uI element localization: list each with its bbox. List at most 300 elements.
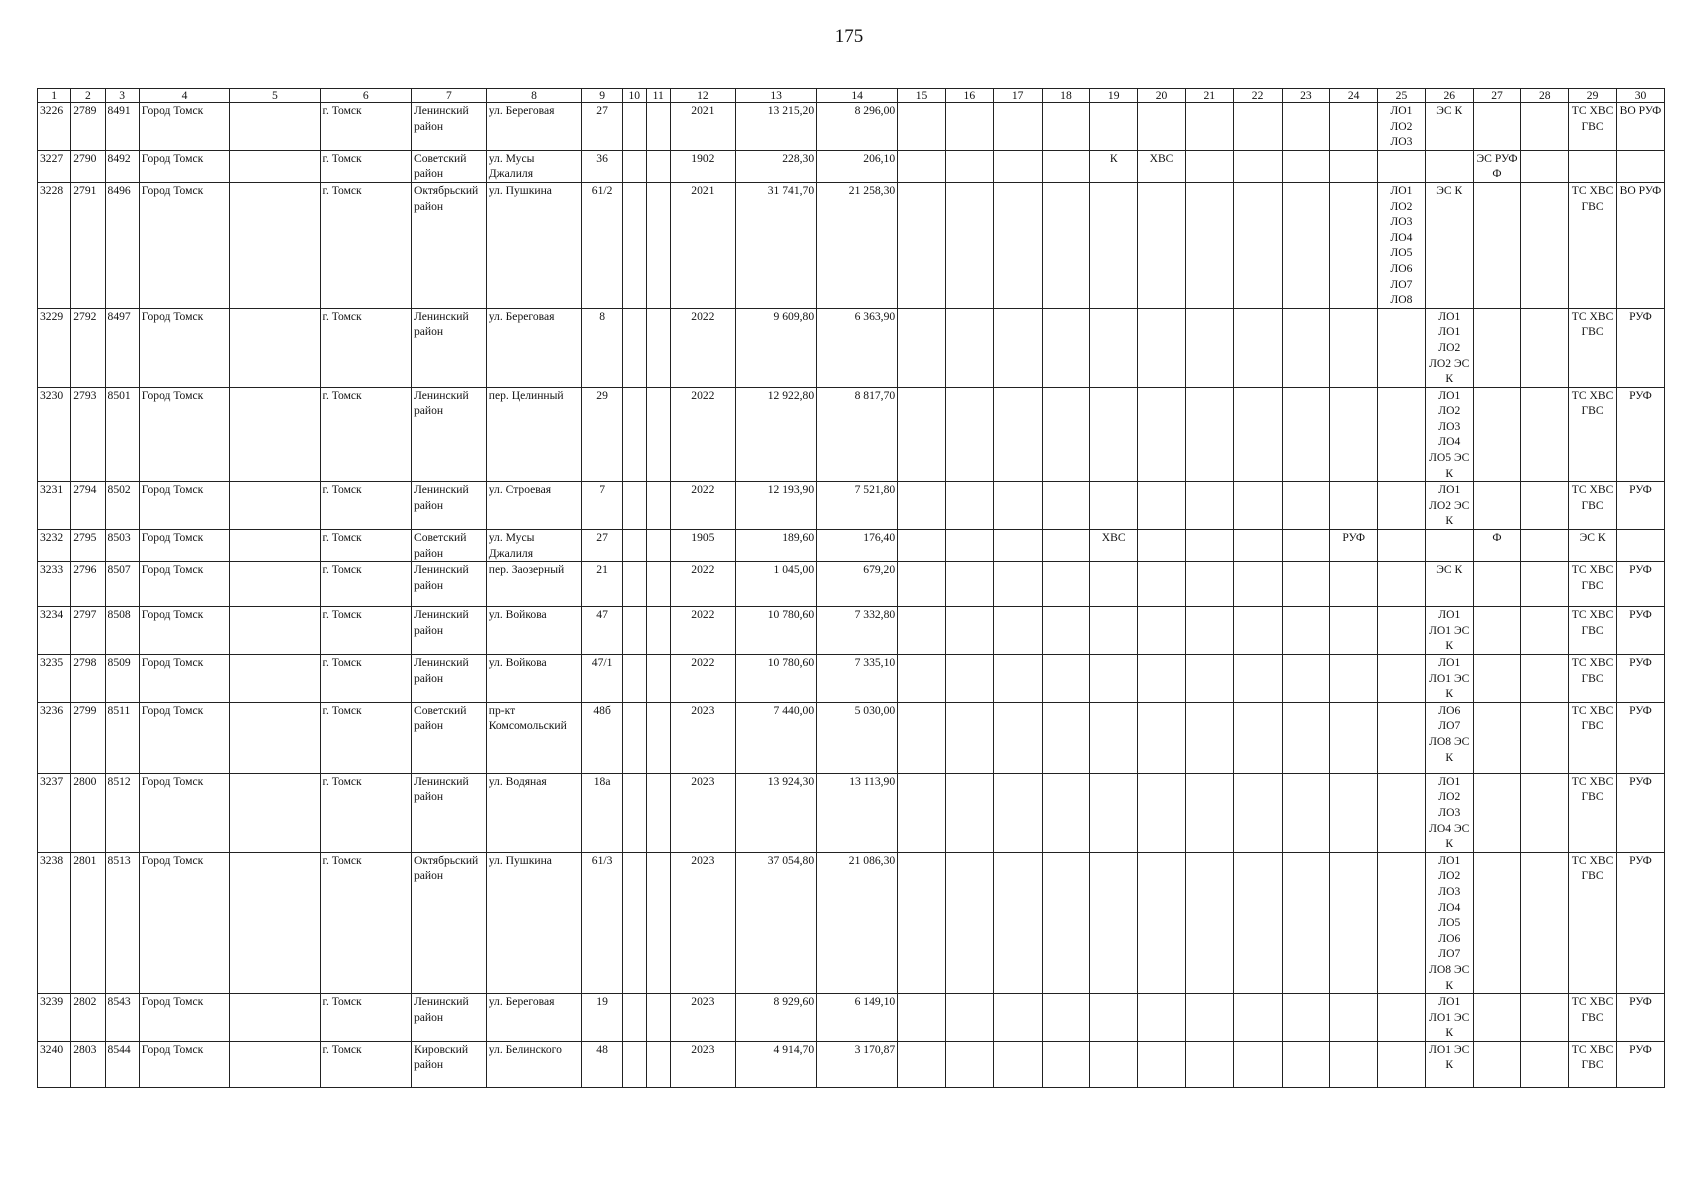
table-cell: 3226 [38,103,71,151]
table-cell [1378,562,1426,607]
table-cell [1330,308,1378,387]
table-cell [646,852,670,993]
table-cell [1473,308,1521,387]
table-cell [622,994,646,1042]
table-cell: 8511 [105,702,139,773]
table-cell [1282,852,1330,993]
table-cell [1185,387,1233,482]
table-body [38,103,1665,1088]
table-cell: Город Томск [139,150,229,182]
table-cell: пер. Целинный [486,387,582,482]
table-cell [646,773,670,852]
table-cell [898,482,946,530]
column-header: 20 [1138,89,1186,103]
table-cell [646,562,670,607]
table-cell [1378,1041,1426,1087]
table-cell [230,182,320,308]
table-cell: 13 924,30 [736,773,817,852]
column-header: 14 [817,89,898,103]
table-cell [646,387,670,482]
table-cell [945,308,993,387]
table-cell: г. Томск [320,482,411,530]
table-cell [1330,387,1378,482]
table-cell: РУФ [1616,655,1664,703]
column-header: 25 [1378,89,1426,103]
table-cell [1473,607,1521,655]
table-cell [1282,103,1330,151]
table-cell [1138,482,1186,530]
table-cell [1090,103,1138,151]
table-cell: РУФ [1616,1041,1664,1087]
table-cell: Город Томск [139,182,229,308]
table-cell [230,150,320,182]
table-cell [1521,773,1569,852]
table-cell: 2800 [71,773,105,852]
table-cell [993,1041,1042,1087]
table-cell [1138,308,1186,387]
table-cell: 8503 [105,530,139,562]
table-cell: 2802 [71,994,105,1042]
table-cell: 3235 [38,655,71,703]
table-cell: Октябрьский район [411,852,486,993]
table-cell: 8508 [105,607,139,655]
table-cell [898,773,946,852]
table-cell [993,994,1042,1042]
table-cell [1042,182,1090,308]
table-cell: ул. Войкова [486,607,582,655]
table-cell [945,702,993,773]
table-cell: 48 [582,1041,623,1087]
table-cell: 3238 [38,852,71,993]
table-cell: 48б [582,702,623,773]
table-cell: РУФ [1616,562,1664,607]
table-cell: 8512 [105,773,139,852]
table-cell [945,1041,993,1087]
table-cell: 8496 [105,182,139,308]
table-cell [646,702,670,773]
table-cell: Ленинский район [411,994,486,1042]
table-cell [1090,482,1138,530]
table-cell [1330,482,1378,530]
table-cell: ЛО6 ЛО7 ЛО8 ЭС К [1425,702,1473,773]
table-cell: ЛО1 ЛО1 ЭС К [1425,994,1473,1042]
table-cell: Ленинский район [411,773,486,852]
table-cell [1233,308,1282,387]
table-cell [646,530,670,562]
table-cell: 5 030,00 [817,702,898,773]
table-cell [1233,150,1282,182]
table-cell [1233,607,1282,655]
table-cell [1473,994,1521,1042]
table-row [38,1041,1665,1087]
table-cell [1042,308,1090,387]
table-cell [993,852,1042,993]
table-cell [1521,655,1569,703]
table-cell: 176,40 [817,530,898,562]
column-header: 4 [139,89,229,103]
table-cell: 2023 [670,773,735,852]
table-cell: Город Томск [139,852,229,993]
table-cell: ул. Белинского [486,1041,582,1087]
table-cell: 679,20 [817,562,898,607]
table-cell: 2021 [670,182,735,308]
table-cell [230,308,320,387]
table-cell [646,182,670,308]
table-cell: 3234 [38,607,71,655]
table-cell [1521,607,1569,655]
table-cell: 7 [582,482,623,530]
table-cell [1138,773,1186,852]
table-cell [1090,1041,1138,1087]
column-header: 3 [105,89,139,103]
table-cell: ТС ХВС ГВС [1569,387,1617,482]
table-cell [646,994,670,1042]
table-cell: 21 258,30 [817,182,898,308]
table-cell [1378,150,1426,182]
table-cell [945,150,993,182]
table-cell: РУФ [1616,773,1664,852]
table-cell: ЭС РУФ Ф [1473,150,1521,182]
table-cell [1282,482,1330,530]
table-cell [898,530,946,562]
table-row [38,994,1665,1042]
table-cell [1282,308,1330,387]
table-cell [1042,103,1090,151]
table-cell [1138,562,1186,607]
table-row [38,852,1665,993]
table-cell: ЛО1 ЛО2 ЛО3 ЛО4 ЭС К [1425,773,1473,852]
table-cell [646,482,670,530]
table-cell [230,773,320,852]
table-cell: 8513 [105,852,139,993]
table-cell: 8497 [105,308,139,387]
table-cell: 9 609,80 [736,308,817,387]
table-cell: ЛО1 ЛО1 ЛО2 ЛО2 ЭС К [1425,308,1473,387]
table-cell: ТС ХВС ГВС [1569,702,1617,773]
table-cell: 47/1 [582,655,623,703]
table-cell [898,607,946,655]
table-cell [1090,655,1138,703]
table-cell: Ленинский район [411,655,486,703]
table-cell: 12 922,80 [736,387,817,482]
table-cell: ул. Береговая [486,308,582,387]
column-header: 9 [582,89,623,103]
table-row [38,482,1665,530]
table-row [38,562,1665,607]
column-header: 16 [945,89,993,103]
table-cell: 3231 [38,482,71,530]
table-row [38,103,1665,151]
table-cell: 6 149,10 [817,994,898,1042]
table-cell [622,1041,646,1087]
table-cell: 21 [582,562,623,607]
table-cell: Город Томск [139,530,229,562]
table-cell [622,308,646,387]
table-cell: Город Томск [139,607,229,655]
table-cell: Советский район [411,530,486,562]
table-cell [646,308,670,387]
table-cell [622,562,646,607]
table-cell [945,773,993,852]
table-cell: 8543 [105,994,139,1042]
table-cell [1330,103,1378,151]
table-cell: 8492 [105,150,139,182]
table-cell [1185,182,1233,308]
table-cell: 8 [582,308,623,387]
table-cell [1090,182,1138,308]
table-cell [898,150,946,182]
table-cell: ТС ХВС ГВС [1569,103,1617,151]
table-cell [1090,562,1138,607]
table-cell: 206,10 [817,150,898,182]
table-cell [1521,994,1569,1042]
table-cell [1090,994,1138,1042]
table-cell: 13 215,20 [736,103,817,151]
table-cell [1042,387,1090,482]
table-cell [230,387,320,482]
table-cell: 2022 [670,482,735,530]
table-cell [622,150,646,182]
table-cell: ул. Береговая [486,994,582,1042]
table-cell: 2023 [670,852,735,993]
table-cell [1138,1041,1186,1087]
table-cell: 37 054,80 [736,852,817,993]
table-cell [1473,655,1521,703]
table-cell: ХВС [1138,150,1186,182]
table-cell [230,103,320,151]
table-cell: Ф [1473,530,1521,562]
table-cell [1233,1041,1282,1087]
table-cell: 8509 [105,655,139,703]
table-cell [1233,182,1282,308]
table-cell [1233,702,1282,773]
table-cell: 10 780,60 [736,607,817,655]
table-cell [945,530,993,562]
table-cell [1521,387,1569,482]
table-cell [1282,530,1330,562]
table-cell [1233,482,1282,530]
table-cell [1233,773,1282,852]
table-cell [898,308,946,387]
table-cell [646,1041,670,1087]
table-cell [1378,852,1426,993]
table-cell [1521,482,1569,530]
table-cell: ЛО1 ЛО2 ЛО3 ЛО4 ЛО5 ЛО6 ЛО7 ЛО8 [1378,182,1426,308]
table-cell: ул. Мусы Джалиля [486,530,582,562]
table-cell: ул. Водяная [486,773,582,852]
table-cell [1185,607,1233,655]
table-cell [1378,387,1426,482]
table-cell [622,387,646,482]
table-cell: Город Томск [139,702,229,773]
column-header: 22 [1233,89,1282,103]
table-cell [1330,182,1378,308]
table-cell [1185,150,1233,182]
table-cell [1138,530,1186,562]
table-cell: ТС ХВС ГВС [1569,655,1617,703]
table-cell: ТС ХВС ГВС [1569,852,1617,993]
table-cell: К [1090,150,1138,182]
table-cell: 7 521,80 [817,482,898,530]
table-cell: 1905 [670,530,735,562]
table-cell: Советский район [411,150,486,182]
table-cell: ЛО1 ЛО2 ЛО3 ЛО4 ЛО5 ЛО6 ЛО7 ЛО8 ЭС К [1425,852,1473,993]
table-cell [993,655,1042,703]
table-cell [1042,773,1090,852]
table-cell [898,387,946,482]
table-cell: г. Томск [320,655,411,703]
table-cell [898,103,946,151]
table-row [38,150,1665,182]
table-cell [1282,1041,1330,1087]
table-cell [622,182,646,308]
table-cell [230,607,320,655]
table-cell: РУФ [1616,607,1664,655]
table-row [38,655,1665,703]
table-cell: 2022 [670,607,735,655]
column-header: 21 [1185,89,1233,103]
table-cell [1330,773,1378,852]
table-cell [1330,655,1378,703]
table-cell: пр-кт Комсомольский [486,702,582,773]
table-cell: 3237 [38,773,71,852]
table-cell: 2022 [670,655,735,703]
table-cell: ЭС К [1425,562,1473,607]
table-cell [1616,150,1664,182]
table-cell [945,387,993,482]
table-cell: 3228 [38,182,71,308]
table-cell [1233,387,1282,482]
table-cell [945,994,993,1042]
table-cell [945,103,993,151]
table-cell [1138,655,1186,703]
table-cell [1521,530,1569,562]
table-cell: 2797 [71,607,105,655]
table-cell [993,182,1042,308]
table-cell: ЛО1 ЛО2 ЛО3 ЛО4 ЛО5 ЭС К [1425,387,1473,482]
column-header: 7 [411,89,486,103]
table-cell [1233,103,1282,151]
table-cell: ул. Войкова [486,655,582,703]
table-header [38,89,1665,103]
table-row [38,773,1665,852]
table-cell [1042,562,1090,607]
table-cell [1138,103,1186,151]
table-cell [1185,530,1233,562]
table-cell [1185,1041,1233,1087]
table-cell: ТС ХВС ГВС [1569,482,1617,530]
table-cell: 12 193,90 [736,482,817,530]
table-cell: Октябрьский район [411,182,486,308]
table-cell [993,387,1042,482]
table-cell: 13 113,90 [817,773,898,852]
table-cell: 8491 [105,103,139,151]
table-cell: г. Томск [320,773,411,852]
table-cell [1473,182,1521,308]
table-cell [1569,150,1617,182]
table-cell [1185,308,1233,387]
table-cell: 7 332,80 [817,607,898,655]
table-cell: Город Томск [139,655,229,703]
column-header: 27 [1473,89,1521,103]
table-cell: РУФ [1616,387,1664,482]
table-cell [1042,150,1090,182]
table-cell [1042,1041,1090,1087]
table-cell: 19 [582,994,623,1042]
table-cell: 2789 [71,103,105,151]
table-cell [1473,103,1521,151]
table-cell [1330,607,1378,655]
table-cell [622,607,646,655]
table-cell: 3236 [38,702,71,773]
table-cell [1185,773,1233,852]
table-cell [1090,607,1138,655]
table-cell [622,655,646,703]
table-cell [1521,150,1569,182]
table-cell [646,655,670,703]
column-header: 24 [1330,89,1378,103]
table-cell [1090,702,1138,773]
table-cell: 8 929,60 [736,994,817,1042]
table-cell [993,773,1042,852]
table-cell: РУФ [1616,482,1664,530]
table-cell [898,562,946,607]
table-cell [1521,103,1569,151]
table-cell [1282,387,1330,482]
table-row [38,702,1665,773]
table-cell [993,702,1042,773]
column-header: 26 [1425,89,1473,103]
table-cell [1233,852,1282,993]
table-cell: Город Томск [139,773,229,852]
table-cell: ЭС К [1569,530,1617,562]
table-cell: ЛО1 ЛО2 ЭС К [1425,482,1473,530]
table-cell [1185,562,1233,607]
column-header: 17 [993,89,1042,103]
table-cell: г. Томск [320,150,411,182]
table-cell [993,562,1042,607]
table-cell [1233,562,1282,607]
table-cell [230,994,320,1042]
table-cell: 7 335,10 [817,655,898,703]
table-cell [230,530,320,562]
column-header: 6 [320,89,411,103]
table-cell: Ленинский район [411,607,486,655]
table-cell [1473,1041,1521,1087]
table-cell: ТС ХВС ГВС [1569,308,1617,387]
table-cell [230,1041,320,1087]
table-cell: 10 780,60 [736,655,817,703]
table-cell: РУФ [1330,530,1378,562]
table-cell [1042,655,1090,703]
column-header: 10 [622,89,646,103]
table-cell [1042,702,1090,773]
table-cell: Город Томск [139,387,229,482]
table-cell: РУФ [1616,702,1664,773]
table-cell: ЛО1 ЛО1 ЭС К [1425,655,1473,703]
table-cell: 2023 [670,994,735,1042]
table-row [38,607,1665,655]
table-cell: РУФ [1616,994,1664,1042]
table-cell: г. Томск [320,530,411,562]
table-cell [1378,773,1426,852]
table-cell [1185,655,1233,703]
table-cell: 2023 [670,702,735,773]
table-cell [1521,562,1569,607]
table-cell: Кировский район [411,1041,486,1087]
table-cell [1473,702,1521,773]
table-cell: 2790 [71,150,105,182]
